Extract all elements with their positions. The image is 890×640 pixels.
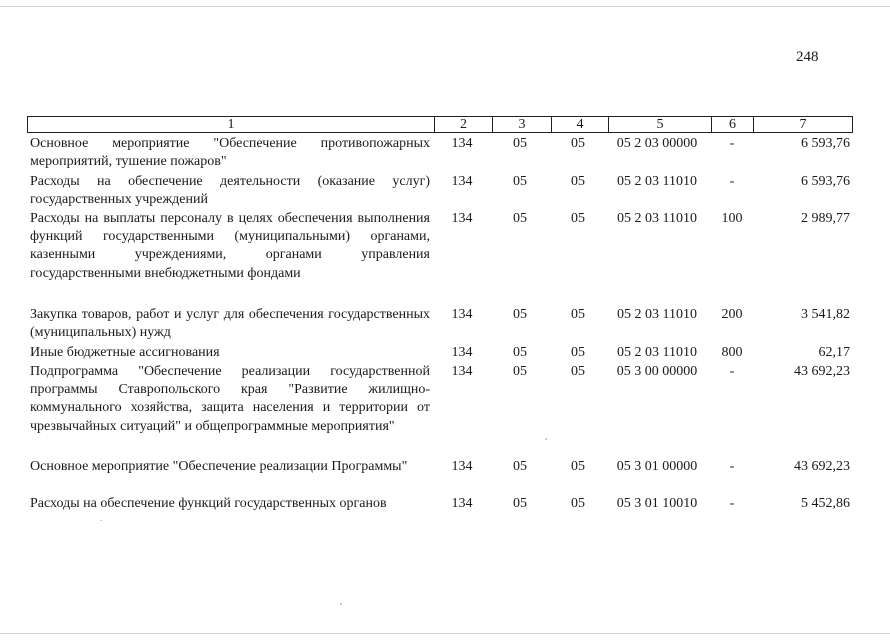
header-col-4: 4 — [551, 117, 608, 132]
row-col-5: 05 2 03 00000 — [616, 136, 698, 151]
row-col-3: 05 — [513, 307, 527, 322]
row-col-2: 134 — [451, 307, 473, 322]
row-description: Основное мероприятие "Обеспечение противопожарных мероприятий, тушение пожаров" — [30, 136, 430, 170]
row-col-5: 05 2 03 11010 — [617, 345, 697, 360]
row-col-3: 05 — [513, 364, 527, 379]
row-col-4: 05 — [571, 459, 585, 474]
row-col-5: 05 3 01 00000 — [616, 459, 698, 474]
row-col-2: 134 — [451, 459, 473, 474]
row-col-3: 05 — [513, 211, 527, 226]
row-description: Закупка товаров, работ и услуг для обеспечения государственных (муниципальных) нужд — [30, 307, 430, 341]
row-description: Расходы на выплаты персоналу в целях обеспечения выполнения функций государственными (муниципальными) органами, казенными учреждениями, органами управления государственными внебюджетными фондами — [30, 211, 430, 281]
header-col-2: 2 — [434, 117, 492, 132]
table-header — [27, 116, 853, 133]
row-col-7: 5 452,86 — [801, 496, 850, 511]
header-col-1: 1 — [227, 117, 235, 132]
row-col-6: - — [729, 136, 735, 151]
row-col-6: 200 — [721, 307, 743, 322]
row-col-2: 134 — [451, 364, 473, 379]
row-description: Подпрограмма "Обеспечение реализации государственной программы Ставропольского края "Развитие жилищно-коммунального хозяйства, защита населения и территории от чрезвычайных ситуаций" и общепрограммные мероприятия" — [30, 364, 430, 434]
row-col-3: 05 — [513, 345, 527, 360]
scan-speck — [100, 520, 102, 521]
row-col-6: 800 — [721, 345, 743, 360]
header-col-5: 5 — [608, 117, 711, 132]
row-col-5: 05 2 03 11010 — [617, 211, 697, 226]
row-col-4: 05 — [571, 345, 585, 360]
page-number: 248 — [796, 49, 819, 65]
row-col-2: 134 — [451, 136, 473, 151]
row-col-5: 05 2 03 11010 — [617, 307, 697, 322]
row-col-4: 05 — [571, 364, 585, 379]
row-col-5: 05 3 00 00000 — [616, 364, 698, 379]
row-col-4: 05 — [571, 211, 585, 226]
row-col-3: 05 — [513, 136, 527, 151]
row-col-3: 05 — [513, 459, 527, 474]
row-col-6: - — [729, 496, 735, 511]
row-col-7: 43 692,23 — [794, 364, 850, 379]
row-description: Расходы на обеспечение функций государственных органов — [30, 496, 387, 511]
row-col-2: 134 — [451, 211, 473, 226]
row-description: Основное мероприятие "Обеспечение реализации Программы" — [30, 459, 408, 474]
scan-speck — [545, 438, 547, 440]
row-col-2: 134 — [451, 345, 473, 360]
scan-speck — [340, 603, 342, 605]
row-col-6: - — [729, 459, 735, 474]
row-description: Иные бюджетные ассигнования — [30, 345, 220, 360]
scan-edge-bottom — [0, 633, 890, 634]
row-col-3: 05 — [513, 496, 527, 511]
row-col-7: 2 989,77 — [801, 211, 850, 226]
row-col-5: 05 3 01 10010 — [616, 496, 698, 511]
row-col-2: 134 — [451, 496, 473, 511]
row-col-6: - — [729, 174, 735, 189]
row-col-7: 3 541,82 — [801, 307, 850, 322]
row-col-7: 62,17 — [818, 345, 850, 360]
row-col-4: 05 — [571, 307, 585, 322]
scan-edge-top — [0, 6, 890, 7]
row-col-4: 05 — [571, 174, 585, 189]
row-col-6: - — [729, 364, 735, 379]
row-description: Расходы на обеспечение деятельности (оказание услуг) государственных учреждений — [30, 174, 430, 208]
row-col-7: 6 593,76 — [801, 136, 850, 151]
row-col-7: 6 593,76 — [801, 174, 850, 189]
header-col-6: 6 — [711, 117, 753, 132]
row-col-3: 05 — [513, 174, 527, 189]
row-col-5: 05 2 03 11010 — [617, 174, 697, 189]
row-col-7: 43 692,23 — [794, 459, 850, 474]
row-col-2: 134 — [451, 174, 473, 189]
header-col-7: 7 — [753, 117, 852, 132]
row-col-6: 100 — [721, 211, 743, 226]
row-col-4: 05 — [571, 496, 585, 511]
row-col-4: 05 — [571, 136, 585, 151]
header-col-3: 3 — [492, 117, 551, 132]
